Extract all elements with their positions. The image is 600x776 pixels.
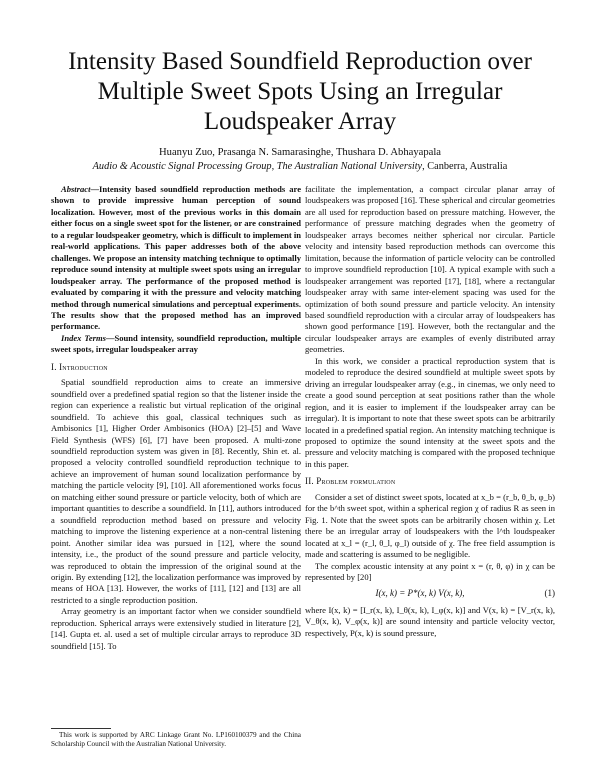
equation-1: [305, 588, 555, 599]
affiliation: [40, 160, 560, 173]
equation-expression: I(x, k) = P*(x, k) V(x, k),: [375, 588, 465, 599]
index-terms-label: Index Terms: [61, 332, 106, 343]
right-paragraph-4: The complex acoustic intensity at any point x = (r, θ, φ) in χ can be represented by [20]: [305, 560, 555, 582]
right-paragraph-2: In this work, we consider a practical reproduction system that is modeled to reproduce the desired soundfield at multiple sweet spots by driving an irregular loudspeaker array (e.g., in cinemas, we only need to create a good sound perception at seat positions rather than the whole region, and it is easier to implement if the loudspeaker array can be irregular). It is important to note that these sweet spots can be arbitrarily located in a predefined spatial region. An intensity matching technique is proposed to optimize the sound intensity at the sweet spots and the pressure and velocity matching is compared with the proposed technique in this paper.: [305, 355, 555, 469]
index-terms: [51, 333, 301, 356]
author-list: Huanyu Zuo, Prasanga N. Samarasinghe, Thushara D. Abhayapala: [159, 147, 441, 158]
right-paragraph-3: Consider a set of distinct sweet spots, located at x_b = (r_b, θ_b, φ_b) for the b^th sweet spot, within a spherical region χ of radius R as seen in Fig. 1. Note that the sweet spots can be arbitrarily chosen within χ. Let there be an irregular array of loudspeakers with the l^th loudspeaker located at x_l = (r_l, θ_l, φ_l) outside of χ. The free field assumption is made and scattering is assumed to be negligible.: [305, 491, 555, 560]
footnote-rule: [51, 728, 111, 729]
affiliation-prefix: Audio & Acoustic Signal Processing Group,: [92, 161, 277, 172]
paper-title: Intensity Based Soundfield Reproduction over Multiple Sweet Spots Using an Irregular Loudspeaker Array: [68, 48, 532, 135]
abstract: [51, 184, 301, 333]
affiliation-university: The Australian National University: [276, 161, 423, 172]
left-column: [51, 184, 301, 652]
intro-paragraph-1: Spatial soundfield reproduction aims to create an immersive soundfield over a predefined spatial region so that the listener inside the region can experience a realistic but virtual replication of the original soundfield. To achieve this goal, classical techniques such as Ambisonics [1], Higher Order Ambisonics (HOA) [2]–[5] and Wave Field Synthesis (WFS) [6], [7] have been proposed. A multi-zone soundfield reproduction system was given in [8]. Recently, Shin et. al. proposed a velocity controlled soundfield reproduction technique to achieve an improvement of human sound localization performance by matching the particle velocity [9], [10]. All aforementioned works focus on matching either sound pressure or particle velocity, both of which are important quantities to describe a soundfield. In [11], authors introduced a soundfield reproduction method based on pressure and velocity matching to improve the listening experience at a non-central listening point. Another similar idea was pursued in [12], where the sound intensity, i.e., the product of the sound pressure and particle velocity, was reproduced to obtain the impression of the original sound at the origin. By extending [12], the localization performance was improved by means of HOA [13]. However, the works of [11], [12] and [13] are all restricted to a single reproduction position.: [51, 377, 301, 605]
section-heading-introduction: I. Introduction: [51, 361, 108, 372]
section-heading-problem-formulation: II. Problem formulation: [305, 476, 396, 487]
equation-number: (1): [544, 588, 555, 599]
right-paragraph-5: where I(x, k) = [I_r(x, k), I_θ(x, k), I_φ(x, k)] and V(x, k) = [V_r(x, k), V_θ(x, k), V_φ(x, k)] are sound intensity and particle velocity vector, respectively, P(x, k) is sound pressure,: [305, 604, 555, 638]
abstract-text: —Intensity based soundfield reproduction methods are shown to provide impressive human perception of sound localization. However, most of the previous works in this domain either focus on a single sweet spot for the listener, or are constrained to a regular loudspeaker geometry, which is difficult to implement in real-world applications. This paper addresses both of the above challenges. We propose an intensity matching technique to optimally reproduce sound intensity at multiple sweet spots using an irregular loudspeaker array. The performance of the proposed method is evaluated by comparing it with the pressure and velocity matching method through numerical simulations and perceptual experiments. The results show that the proposed method has an improved performance.: [51, 184, 301, 332]
index-terms-text: —Sound intensity, soundfield reproduction, multiple sweet spots, irregular loudspeaker array: [51, 332, 302, 355]
abstract-label: Abstract: [61, 184, 91, 194]
affiliation-suffix: , Canberra, Australia: [422, 161, 508, 172]
right-paragraph-1: facilitate the implementation, a compact circular planar array of loudspeakers was proposed [16]. These spherical and circular geometries are all used for reproduction based on pressure matching. However, the performance of pressure matching degrades when the geometry of loudspeaker arrays becomes neither spherical nor circular. Particle velocity and intensity based reproduction methods can overcome this limitation, because the information of particle velocity can be controlled to improve soundfield reproduction [10]. A typical example with such a loudspeaker arrangement was reported [17], [18], where a rectangular loudspeaker array with same inter-element spacing was used for the optimization of both sound pressure and particle velocity. An intensity based soundfield reproduction with a circular array of loudspeakers has shown good performance [19]. However, both the rectangular and the circular loudspeaker arrays are examples of evenly distributed array geometries.: [305, 184, 555, 355]
intro-paragraph-2: Array geometry is an important factor when we consider soundfield reproduction. Spherical arrays were extensively studied in literature [2], [14]. Gupta et. al. used a set of multiple circular arrays to reproduce 3D soundfield [15]. To: [51, 606, 301, 651]
right-column: [305, 184, 555, 639]
footnote: This work is supported by ARC Linkage Grant No. LP160100379 and the China Scholarship Council with the Australian National University.: [51, 731, 301, 749]
